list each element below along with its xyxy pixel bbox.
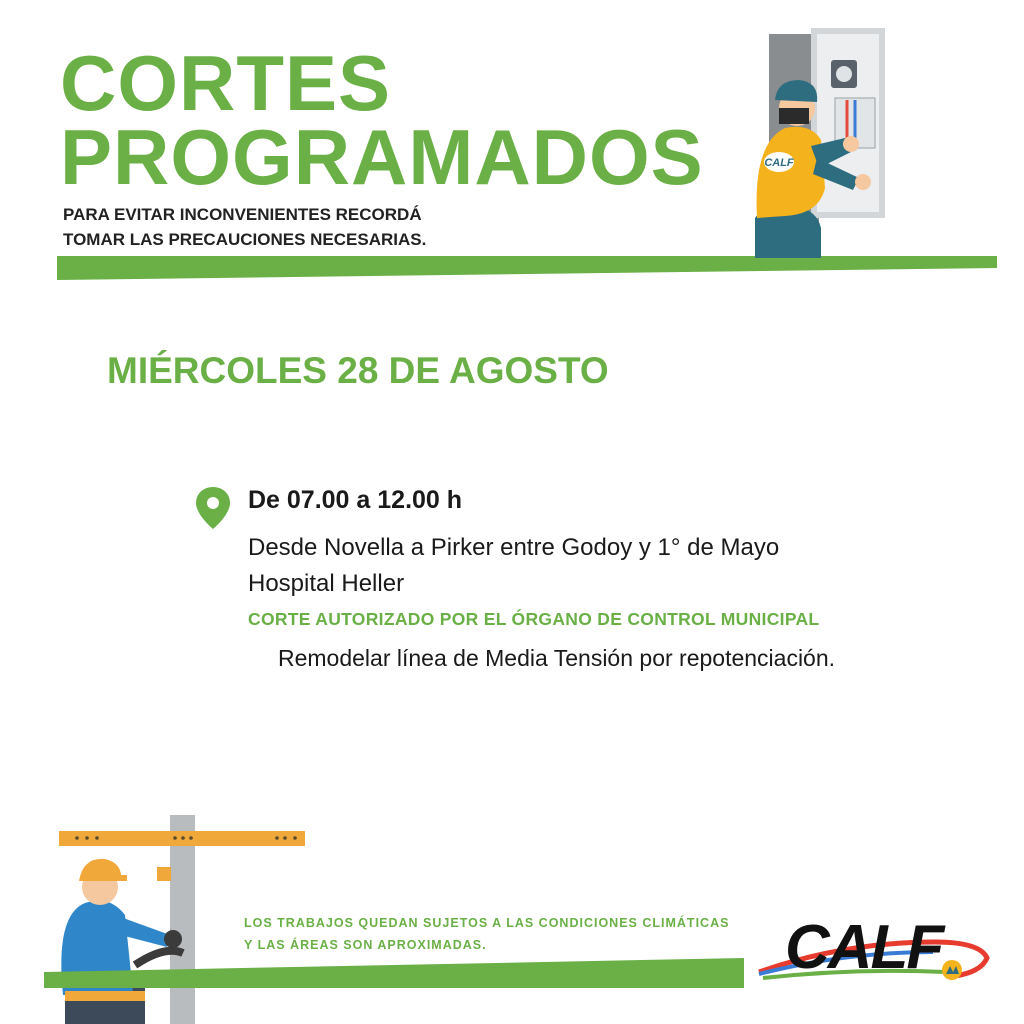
disclaimer-line-2: Y LAS ÁREAS SON APROXIMADAS. (244, 938, 487, 952)
outage-reason: Remodelar línea de Media Tensión por repotenciación. (278, 645, 836, 671)
disclaimer-line-1: LOS TRABAJOS QUEDAN SUJETOS A LAS CONDICIONES CLIMÁTICAS (244, 916, 730, 930)
title-line-2: PROGRAMADOS (60, 113, 704, 201)
address-line-2: Hospital Heller (248, 570, 405, 597)
disclaimer-note (244, 912, 729, 956)
electrician-illustration (755, 28, 895, 258)
outage-date: MIÉRCOLES 28 DE AGOSTO (107, 350, 609, 391)
header-green-band (57, 256, 997, 280)
subtitle-line-2: TOMAR LAS PRECAUCIONES NECESARIAS. (63, 230, 427, 249)
affected-area (248, 530, 779, 602)
shirt-logo-text: CALF (764, 157, 794, 169)
address-line-1: Desde Novella a Pirker entre Godoy y 1° de Mayo (248, 534, 780, 561)
location-pin-icon (196, 487, 230, 529)
footer-green-band (44, 958, 744, 988)
page-title (60, 39, 704, 201)
authorization-note: CORTE AUTORIZADO POR EL ÓRGANO DE CONTROL MUNICIPAL (248, 609, 820, 629)
title-line-1: CORTES (60, 39, 392, 127)
outage-time: De 07.00 a 12.00 h (248, 486, 463, 514)
subtitle-line-1: PARA EVITAR INCONVENIENTES RECORDÁ (63, 205, 422, 224)
calf-logo-text: CALF (785, 913, 943, 982)
subtitle (63, 202, 426, 252)
